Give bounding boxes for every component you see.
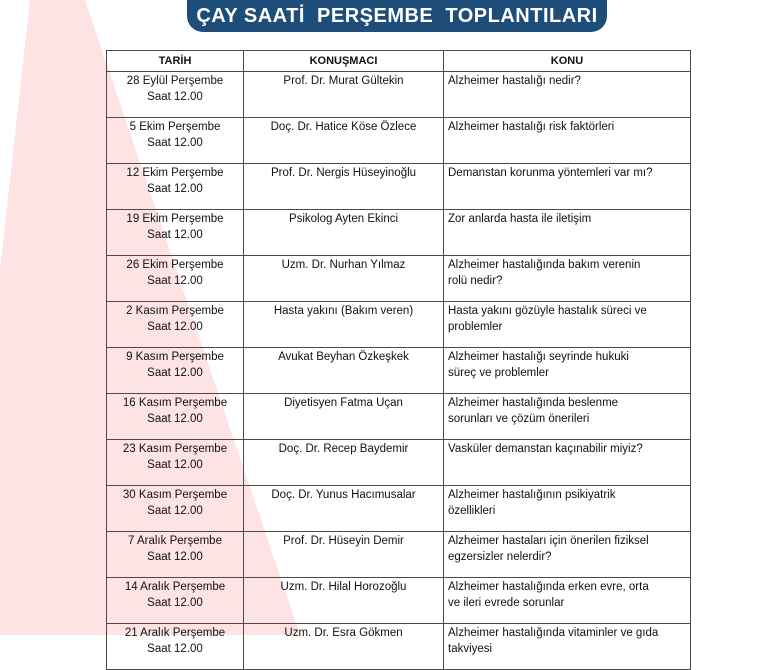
time-text: Saat 12.00 bbox=[147, 182, 203, 195]
date-cell bbox=[107, 394, 244, 440]
time-text: Saat 12.00 bbox=[147, 550, 203, 563]
speaker-cell bbox=[244, 394, 444, 440]
date-cell bbox=[107, 532, 244, 578]
topic-text: özellikleri bbox=[448, 504, 496, 517]
table-row bbox=[107, 578, 691, 624]
speaker-cell bbox=[244, 440, 444, 486]
topic-cell bbox=[444, 532, 691, 578]
topic-text: Alzheimer hastalığı seyrinde hukuki bbox=[448, 351, 629, 363]
date-cell bbox=[107, 302, 244, 348]
table-row bbox=[107, 118, 691, 164]
date-text: 12 Ekim Perşembe bbox=[126, 167, 224, 179]
table-row bbox=[107, 302, 691, 348]
time-text: Saat 12.00 bbox=[147, 320, 203, 333]
speaker-cell bbox=[244, 164, 444, 210]
topic-text: Zor anlarda hasta ile iletişim bbox=[448, 213, 592, 225]
time-text: Saat 12.00 bbox=[147, 412, 203, 425]
time-text: Saat 12.00 bbox=[147, 642, 203, 655]
date-text: 9 Kasım Perşembe bbox=[126, 351, 224, 363]
table-row bbox=[107, 164, 691, 210]
topic-cell bbox=[444, 440, 691, 486]
speaker-text: Diyetisyen Fatma Uçan bbox=[284, 397, 403, 409]
table-row bbox=[107, 210, 691, 256]
speaker-cell bbox=[244, 348, 444, 394]
topic-text: Alzheimer hastalığı risk faktörleri bbox=[448, 121, 615, 133]
topic-text: takviyesi bbox=[448, 642, 493, 655]
topic-text: Demanstan korunma yöntemleri var mı? bbox=[448, 167, 653, 179]
speaker-cell bbox=[244, 578, 444, 624]
topic-cell bbox=[444, 72, 691, 118]
speaker-text: Prof. Dr. Nergis Hüseyinoğlu bbox=[270, 167, 417, 179]
time-text: Saat 12.00 bbox=[147, 458, 203, 471]
date-cell bbox=[107, 348, 244, 394]
date-cell bbox=[107, 164, 244, 210]
topic-text: Vasküler demanstan kaçınabilir miyiz? bbox=[448, 443, 643, 455]
time-text: Saat 12.00 bbox=[147, 228, 203, 241]
topic-text: problemler bbox=[448, 320, 503, 333]
topic-cell bbox=[444, 256, 691, 302]
speaker-text: Uzm. Dr. Esra Gökmen bbox=[284, 627, 403, 639]
topic-text: Alzheimer hastalığı nedir? bbox=[448, 75, 581, 87]
table-body bbox=[107, 72, 691, 670]
date-cell bbox=[107, 624, 244, 670]
date-text: 2 Kasım Perşembe bbox=[126, 305, 224, 317]
speaker-text: Doç. Dr. Yunus Hacımusalar bbox=[271, 489, 416, 501]
time-text: Saat 12.00 bbox=[147, 274, 203, 287]
topic-text: rolü nedir? bbox=[448, 274, 503, 287]
speaker-cell bbox=[244, 302, 444, 348]
speaker-cell bbox=[244, 624, 444, 670]
speaker-text: Psikolog Ayten Ekinci bbox=[288, 213, 399, 225]
speaker-text: Avukat Beyhan Özkeşkek bbox=[278, 351, 409, 363]
topic-text: süreç ve problemler bbox=[448, 366, 549, 379]
time-text: Saat 12.00 bbox=[147, 366, 203, 379]
speaker-text: Uzm. Dr. Nurhan Yılmaz bbox=[281, 259, 406, 271]
table-row bbox=[107, 440, 691, 486]
page-title: ÇAY SAATİ PERŞEMBE TOPLANTILARI bbox=[196, 4, 598, 27]
date-cell bbox=[107, 440, 244, 486]
time-text: Saat 12.00 bbox=[147, 504, 203, 517]
speaker-cell bbox=[244, 486, 444, 532]
topic-text: Alzheimer hastalığının psikiyatrik bbox=[448, 489, 616, 501]
topic-text: Alzheimer hastaları için önerilen fiziksel bbox=[448, 535, 649, 547]
table-row bbox=[107, 532, 691, 578]
topic-cell bbox=[444, 624, 691, 670]
date-cell bbox=[107, 256, 244, 302]
header-topic: KONU bbox=[444, 51, 691, 72]
header-date: TARİH bbox=[107, 51, 244, 72]
date-text: 16 Kasım Perşembe bbox=[122, 397, 228, 409]
table-row bbox=[107, 486, 691, 532]
time-text: Saat 12.00 bbox=[147, 90, 203, 103]
topic-text: Alzheimer hastalığında bakım verenin bbox=[448, 259, 641, 271]
date-text: 28 Eylül Perşembe bbox=[126, 75, 224, 87]
topic-text: egzersizler nelerdir? bbox=[448, 550, 552, 563]
topic-cell bbox=[444, 394, 691, 440]
speaker-cell bbox=[244, 72, 444, 118]
topic-text: Alzheimer hastalığında beslenme bbox=[448, 397, 619, 409]
speaker-text: Doç. Dr. Hatice Köse Özlece bbox=[270, 121, 417, 133]
topic-cell bbox=[444, 486, 691, 532]
speaker-text: Prof. Dr. Murat Gültekin bbox=[283, 75, 404, 87]
title-banner bbox=[187, 0, 607, 32]
date-text: 7 Aralık Perşembe bbox=[128, 535, 222, 547]
topic-text: Alzheimer hastalığında erken evre, orta bbox=[448, 581, 649, 593]
date-cell bbox=[107, 118, 244, 164]
time-text: Saat 12.00 bbox=[147, 136, 203, 149]
topic-cell bbox=[444, 302, 691, 348]
speaker-cell bbox=[244, 256, 444, 302]
topic-text: ve ileri evrede sorunlar bbox=[448, 596, 565, 609]
date-cell bbox=[107, 486, 244, 532]
topic-text: sorunları ve çözüm önerileri bbox=[448, 412, 590, 425]
date-text: 30 Kasım Perşembe bbox=[122, 489, 228, 501]
topic-text: Hasta yakını gözüyle hastalık süreci ve bbox=[448, 305, 647, 317]
table-row bbox=[107, 256, 691, 302]
date-text: 14 Aralık Perşembe bbox=[124, 581, 226, 593]
table-row bbox=[107, 348, 691, 394]
table-row bbox=[107, 624, 691, 670]
speaker-text: Hasta yakını (Bakım veren) bbox=[273, 305, 414, 317]
header-speaker: KONUŞMACI bbox=[244, 51, 444, 72]
date-text: 23 Kasım Perşembe bbox=[122, 443, 228, 455]
topic-cell bbox=[444, 578, 691, 624]
date-text: 26 Ekim Perşembe bbox=[126, 259, 224, 271]
table-row bbox=[107, 72, 691, 118]
speaker-text: Uzm. Dr. Hilal Horozoğlu bbox=[280, 581, 407, 593]
table-row bbox=[107, 394, 691, 440]
table-header-row bbox=[107, 51, 691, 72]
date-cell bbox=[107, 210, 244, 256]
time-text: Saat 12.00 bbox=[147, 596, 203, 609]
topic-cell bbox=[444, 164, 691, 210]
date-text: 19 Ekim Perşembe bbox=[126, 213, 224, 225]
date-cell bbox=[107, 72, 244, 118]
date-cell bbox=[107, 578, 244, 624]
topic-cell bbox=[444, 210, 691, 256]
speaker-text: Doç. Dr. Recep Baydemir bbox=[278, 443, 409, 455]
speaker-cell bbox=[244, 118, 444, 164]
topic-cell bbox=[444, 118, 691, 164]
topic-text: Alzheimer hastalığında vitaminler ve gıda bbox=[448, 627, 659, 639]
speaker-cell bbox=[244, 532, 444, 578]
date-text: 5 Ekim Perşembe bbox=[129, 121, 221, 133]
schedule-table bbox=[106, 50, 691, 670]
topic-cell bbox=[444, 348, 691, 394]
date-text: 21 Aralık Perşembe bbox=[124, 627, 226, 639]
speaker-cell bbox=[244, 210, 444, 256]
speaker-text: Prof. Dr. Hüseyin Demir bbox=[283, 535, 404, 547]
